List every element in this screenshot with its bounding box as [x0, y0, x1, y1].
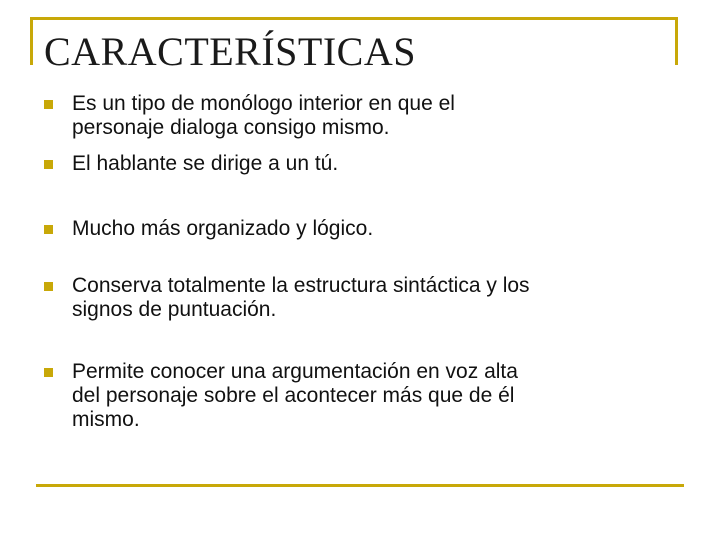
frame-bottom-line: [36, 484, 684, 487]
bullet-text: Mucho más organizado y lógico.: [72, 217, 374, 240]
square-bullet-icon: [44, 100, 53, 109]
square-bullet-icon: [44, 282, 53, 291]
bullet-text: Conserva totalmente la estructura sintáctica y los signos de puntuación.: [72, 274, 530, 321]
square-bullet-icon: [44, 368, 53, 377]
bullet-text: El hablante se dirige a un tú.: [72, 152, 339, 175]
frame-right-line: [675, 17, 678, 65]
bullet-text: Permite conocer una argumentación en voz alta del personaje sobre el acontecer más que de él mismo.: [72, 360, 518, 431]
square-bullet-icon: [44, 225, 53, 234]
bullet-text: Es un tipo de monólogo interior en que el personaje dialoga consigo mismo.: [72, 92, 455, 139]
frame-left-line: [30, 17, 33, 65]
slide-title: CARACTERÍSTICAS: [44, 29, 416, 74]
square-bullet-icon: [44, 160, 53, 169]
frame-top-line: [30, 17, 678, 20]
